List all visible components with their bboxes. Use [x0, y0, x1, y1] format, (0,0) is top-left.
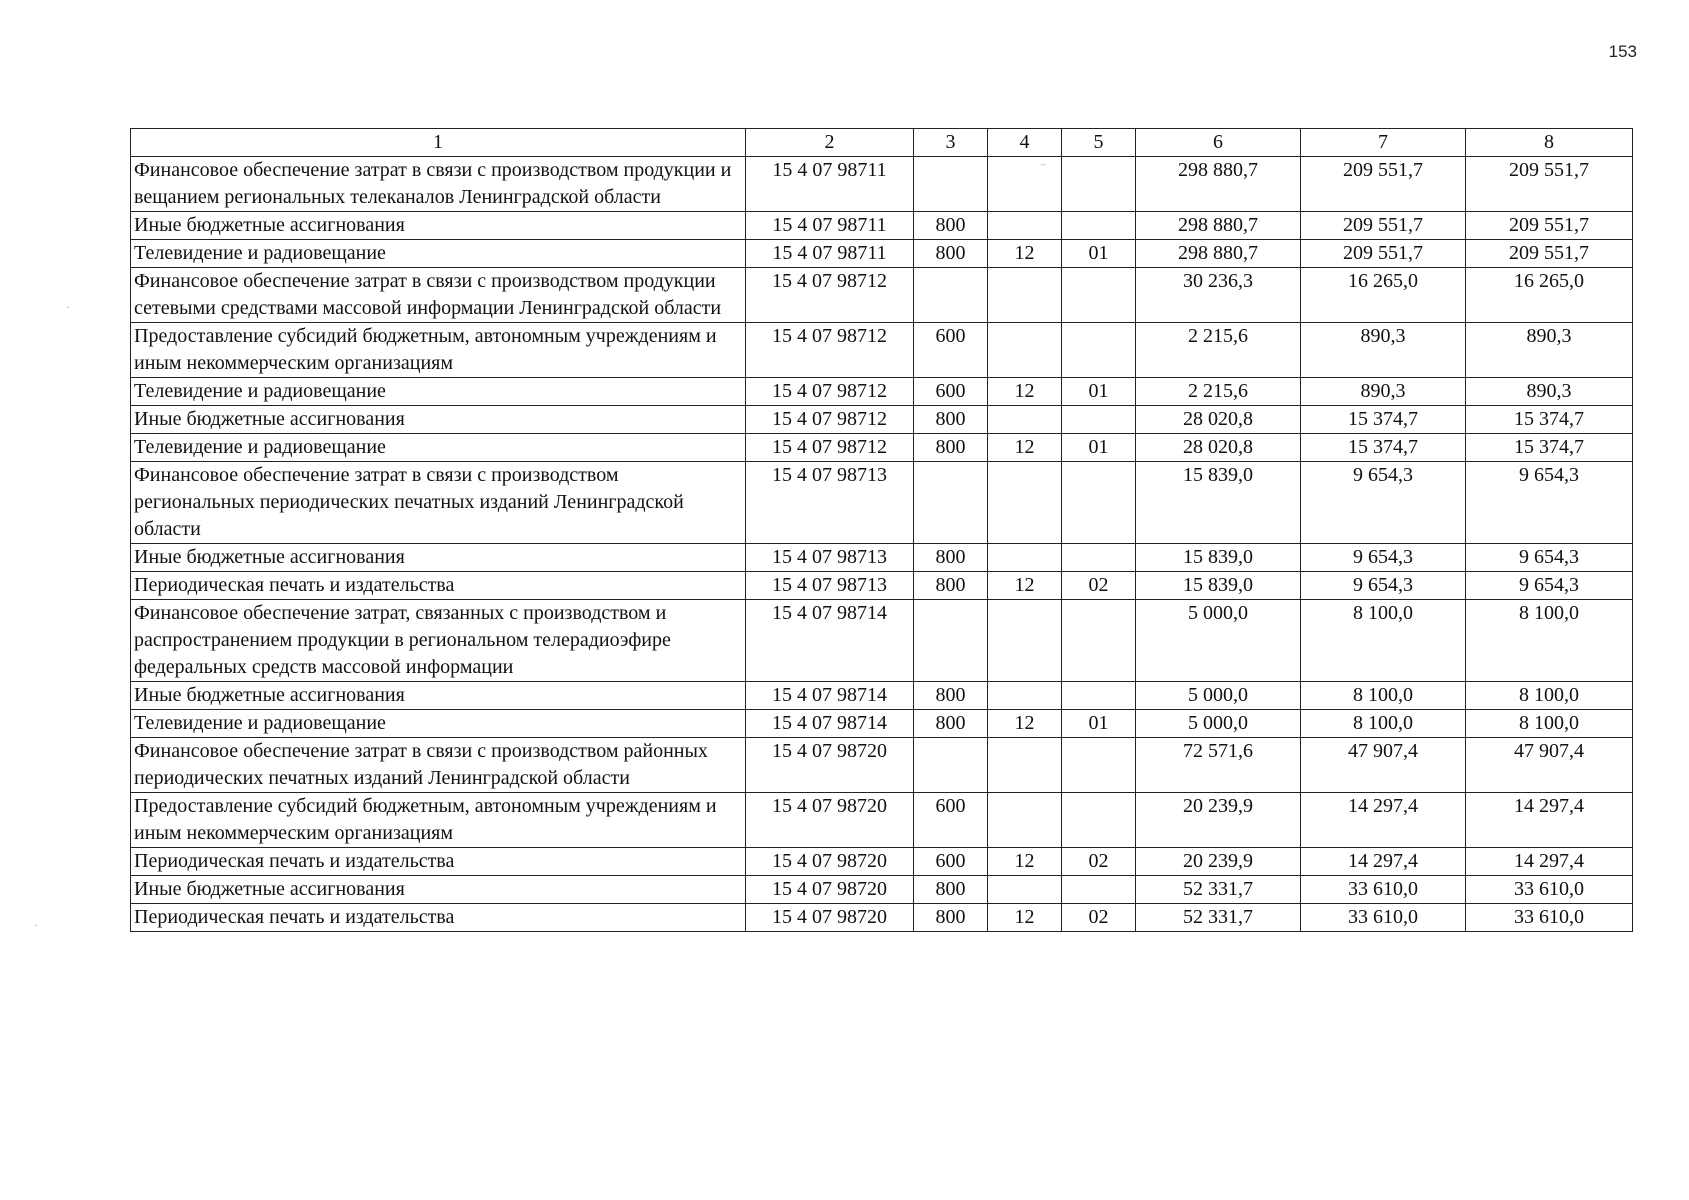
- subsection-cell: 01: [1062, 434, 1136, 462]
- table-row: [131, 710, 1633, 738]
- target-code-cell: 15 4 07 98720: [746, 793, 914, 848]
- section-cell: [988, 738, 1062, 793]
- amount-col7-cell: 14 297,4: [1301, 793, 1466, 848]
- table-row: [131, 212, 1633, 240]
- section-cell: [988, 212, 1062, 240]
- amount-col6-cell: 28 020,8: [1136, 434, 1301, 462]
- section-cell: [988, 462, 1062, 544]
- table-row: [131, 434, 1633, 462]
- amount-col7-cell: 8 100,0: [1301, 682, 1466, 710]
- target-code-cell: 15 4 07 98713: [746, 462, 914, 544]
- subsection-cell: 01: [1062, 240, 1136, 268]
- amount-col7-cell: 33 610,0: [1301, 904, 1466, 932]
- target-code-cell: 15 4 07 98712: [746, 323, 914, 378]
- amount-col6-cell: 5 000,0: [1136, 682, 1301, 710]
- expense-type-cell: 800: [914, 682, 988, 710]
- amount-col6-cell: 20 239,9: [1136, 848, 1301, 876]
- table-row: [131, 600, 1633, 682]
- section-cell: [988, 323, 1062, 378]
- section-cell: 12: [988, 710, 1062, 738]
- item-name-cell: Предоставление субсидий бюджетным, автономным учреждениям и иным некоммерческим организациям: [131, 323, 746, 378]
- amount-col6-cell: 15 839,0: [1136, 544, 1301, 572]
- expense-type-cell: [914, 738, 988, 793]
- column-header: 5: [1062, 129, 1136, 157]
- amount-col7-cell: 15 374,7: [1301, 406, 1466, 434]
- expense-type-cell: 800: [914, 240, 988, 268]
- scan-artifact: ⁻: [1040, 160, 1047, 174]
- target-code-cell: 15 4 07 98720: [746, 738, 914, 793]
- expense-type-cell: 600: [914, 378, 988, 406]
- table-row: [131, 848, 1633, 876]
- subsection-cell: 02: [1062, 848, 1136, 876]
- subsection-cell: [1062, 600, 1136, 682]
- table-row: [131, 904, 1633, 932]
- item-name-cell: Иные бюджетные ассигнования: [131, 876, 746, 904]
- amount-col7-cell: 209 551,7: [1301, 212, 1466, 240]
- scan-artifact: ·: [66, 300, 70, 314]
- expense-type-cell: 600: [914, 323, 988, 378]
- target-code-cell: 15 4 07 98711: [746, 212, 914, 240]
- target-code-cell: 15 4 07 98713: [746, 572, 914, 600]
- section-cell: [988, 406, 1062, 434]
- item-name-cell: Периодическая печать и издательства: [131, 572, 746, 600]
- section-cell: 12: [988, 240, 1062, 268]
- table-row: [131, 793, 1633, 848]
- target-code-cell: 15 4 07 98712: [746, 434, 914, 462]
- amount-col8-cell: 890,3: [1466, 323, 1633, 378]
- column-header: 2: [746, 129, 914, 157]
- amount-col6-cell: 2 215,6: [1136, 378, 1301, 406]
- target-code-cell: 15 4 07 98711: [746, 240, 914, 268]
- table-row: [131, 738, 1633, 793]
- target-code-cell: 15 4 07 98720: [746, 848, 914, 876]
- amount-col7-cell: 47 907,4: [1301, 738, 1466, 793]
- table-row: [131, 157, 1633, 212]
- column-header: 1: [131, 129, 746, 157]
- item-name-cell: Телевидение и радиовещание: [131, 434, 746, 462]
- amount-col7-cell: 9 654,3: [1301, 462, 1466, 544]
- amount-col8-cell: 47 907,4: [1466, 738, 1633, 793]
- item-name-cell: Финансовое обеспечение затрат в связи с производством региональных периодических печатных изданий Ленинградской области: [131, 462, 746, 544]
- amount-col8-cell: 9 654,3: [1466, 462, 1633, 544]
- amount-col6-cell: 52 331,7: [1136, 904, 1301, 932]
- section-cell: [988, 544, 1062, 572]
- column-header: 7: [1301, 129, 1466, 157]
- expense-type-cell: 800: [914, 212, 988, 240]
- item-name-cell: Финансовое обеспечение затрат, связанных с производством и распространением продукции в региональном телерадиоэфире федеральных средств массовой информации: [131, 600, 746, 682]
- section-cell: 12: [988, 848, 1062, 876]
- table-row: [131, 462, 1633, 544]
- amount-col6-cell: 28 020,8: [1136, 406, 1301, 434]
- expense-type-cell: 800: [914, 544, 988, 572]
- amount-col8-cell: 9 654,3: [1466, 544, 1633, 572]
- item-name-cell: Финансовое обеспечение затрат в связи с производством продукции и вещанием региональных телеканалов Ленинградской области: [131, 157, 746, 212]
- expense-type-cell: [914, 600, 988, 682]
- amount-col8-cell: 8 100,0: [1466, 710, 1633, 738]
- item-name-cell: Финансовое обеспечение затрат в связи с производством продукции сетевыми средствами массовой информации Ленинградской области: [131, 268, 746, 323]
- amount-col8-cell: 33 610,0: [1466, 904, 1633, 932]
- item-name-cell: Иные бюджетные ассигнования: [131, 682, 746, 710]
- expense-type-cell: [914, 462, 988, 544]
- amount-col7-cell: 9 654,3: [1301, 572, 1466, 600]
- amount-col6-cell: 52 331,7: [1136, 876, 1301, 904]
- section-cell: [988, 876, 1062, 904]
- subsection-cell: 02: [1062, 572, 1136, 600]
- section-cell: [988, 157, 1062, 212]
- section-cell: [988, 682, 1062, 710]
- table-row: [131, 682, 1633, 710]
- item-name-cell: Телевидение и радиовещание: [131, 240, 746, 268]
- item-name-cell: Финансовое обеспечение затрат в связи с производством районных периодических печатных изданий Ленинградской области: [131, 738, 746, 793]
- amount-col6-cell: 5 000,0: [1136, 710, 1301, 738]
- item-name-cell: Иные бюджетные ассигнования: [131, 406, 746, 434]
- amount-col7-cell: 16 265,0: [1301, 268, 1466, 323]
- table-row: [131, 572, 1633, 600]
- amount-col7-cell: 209 551,7: [1301, 240, 1466, 268]
- amount-col8-cell: 209 551,7: [1466, 212, 1633, 240]
- subsection-cell: [1062, 738, 1136, 793]
- target-code-cell: 15 4 07 98714: [746, 600, 914, 682]
- amount-col8-cell: 209 551,7: [1466, 157, 1633, 212]
- amount-col8-cell: 15 374,7: [1466, 434, 1633, 462]
- amount-col6-cell: 30 236,3: [1136, 268, 1301, 323]
- amount-col8-cell: 9 654,3: [1466, 572, 1633, 600]
- table-row: [131, 378, 1633, 406]
- page-number: 153: [1608, 42, 1637, 61]
- target-code-cell: 15 4 07 98711: [746, 157, 914, 212]
- expense-type-cell: [914, 157, 988, 212]
- target-code-cell: 15 4 07 98712: [746, 406, 914, 434]
- section-cell: [988, 600, 1062, 682]
- subsection-cell: [1062, 462, 1136, 544]
- subsection-cell: [1062, 406, 1136, 434]
- amount-col7-cell: 890,3: [1301, 323, 1466, 378]
- subsection-cell: [1062, 876, 1136, 904]
- table-row: [131, 406, 1633, 434]
- subsection-cell: [1062, 544, 1136, 572]
- expense-type-cell: 600: [914, 848, 988, 876]
- section-cell: [988, 793, 1062, 848]
- target-code-cell: 15 4 07 98720: [746, 876, 914, 904]
- expense-type-cell: [914, 268, 988, 323]
- expense-type-cell: 800: [914, 406, 988, 434]
- expense-type-cell: 800: [914, 710, 988, 738]
- item-name-cell: Периодическая печать и издательства: [131, 848, 746, 876]
- table-row: [131, 240, 1633, 268]
- amount-col6-cell: 15 839,0: [1136, 462, 1301, 544]
- expense-type-cell: 600: [914, 793, 988, 848]
- amount-col6-cell: 5 000,0: [1136, 600, 1301, 682]
- table-row: [131, 268, 1633, 323]
- table-row: [131, 876, 1633, 904]
- amount-col7-cell: 8 100,0: [1301, 600, 1466, 682]
- expense-type-cell: 800: [914, 904, 988, 932]
- amount-col8-cell: 14 297,4: [1466, 793, 1633, 848]
- section-cell: [988, 268, 1062, 323]
- item-name-cell: Телевидение и радиовещание: [131, 710, 746, 738]
- target-code-cell: 15 4 07 98720: [746, 904, 914, 932]
- amount-col8-cell: 209 551,7: [1466, 240, 1633, 268]
- target-code-cell: 15 4 07 98712: [746, 268, 914, 323]
- amount-col7-cell: 9 654,3: [1301, 544, 1466, 572]
- column-header: 3: [914, 129, 988, 157]
- budget-table: [130, 128, 1633, 932]
- column-header: 4: [988, 129, 1062, 157]
- target-code-cell: 15 4 07 98712: [746, 378, 914, 406]
- table-row: [131, 323, 1633, 378]
- amount-col8-cell: 16 265,0: [1466, 268, 1633, 323]
- section-cell: 12: [988, 904, 1062, 932]
- subsection-cell: 02: [1062, 904, 1136, 932]
- amount-col7-cell: 209 551,7: [1301, 157, 1466, 212]
- column-header: 8: [1466, 129, 1633, 157]
- amount-col6-cell: 72 571,6: [1136, 738, 1301, 793]
- column-header: 6: [1136, 129, 1301, 157]
- target-code-cell: 15 4 07 98714: [746, 682, 914, 710]
- scan-artifact: ·: [34, 918, 38, 932]
- section-cell: 12: [988, 572, 1062, 600]
- subsection-cell: [1062, 157, 1136, 212]
- subsection-cell: [1062, 212, 1136, 240]
- subsection-cell: [1062, 793, 1136, 848]
- amount-col8-cell: 890,3: [1466, 378, 1633, 406]
- amount-col6-cell: 298 880,7: [1136, 212, 1301, 240]
- amount-col6-cell: 298 880,7: [1136, 240, 1301, 268]
- item-name-cell: Периодическая печать и издательства: [131, 904, 746, 932]
- amount-col7-cell: 14 297,4: [1301, 848, 1466, 876]
- table-body: [131, 157, 1633, 932]
- subsection-cell: 01: [1062, 378, 1136, 406]
- section-cell: 12: [988, 434, 1062, 462]
- amount-col8-cell: 14 297,4: [1466, 848, 1633, 876]
- amount-col7-cell: 15 374,7: [1301, 434, 1466, 462]
- expense-type-cell: 800: [914, 876, 988, 904]
- section-cell: 12: [988, 378, 1062, 406]
- amount-col7-cell: 8 100,0: [1301, 710, 1466, 738]
- subsection-cell: [1062, 323, 1136, 378]
- amount-col8-cell: 33 610,0: [1466, 876, 1633, 904]
- item-name-cell: Телевидение и радиовещание: [131, 378, 746, 406]
- amount-col6-cell: 2 215,6: [1136, 323, 1301, 378]
- amount-col6-cell: 20 239,9: [1136, 793, 1301, 848]
- table-row: [131, 544, 1633, 572]
- amount-col8-cell: 15 374,7: [1466, 406, 1633, 434]
- subsection-cell: [1062, 682, 1136, 710]
- item-name-cell: Иные бюджетные ассигнования: [131, 212, 746, 240]
- amount-col8-cell: 8 100,0: [1466, 600, 1633, 682]
- item-name-cell: Предоставление субсидий бюджетным, автономным учреждениям и иным некоммерческим организациям: [131, 793, 746, 848]
- header-row: [131, 129, 1633, 157]
- subsection-cell: 01: [1062, 710, 1136, 738]
- amount-col8-cell: 8 100,0: [1466, 682, 1633, 710]
- amount-col6-cell: 298 880,7: [1136, 157, 1301, 212]
- amount-col7-cell: 33 610,0: [1301, 876, 1466, 904]
- target-code-cell: 15 4 07 98714: [746, 710, 914, 738]
- amount-col6-cell: 15 839,0: [1136, 572, 1301, 600]
- target-code-cell: 15 4 07 98713: [746, 544, 914, 572]
- expense-type-cell: 800: [914, 572, 988, 600]
- subsection-cell: [1062, 268, 1136, 323]
- amount-col7-cell: 890,3: [1301, 378, 1466, 406]
- item-name-cell: Иные бюджетные ассигнования: [131, 544, 746, 572]
- expense-type-cell: 800: [914, 434, 988, 462]
